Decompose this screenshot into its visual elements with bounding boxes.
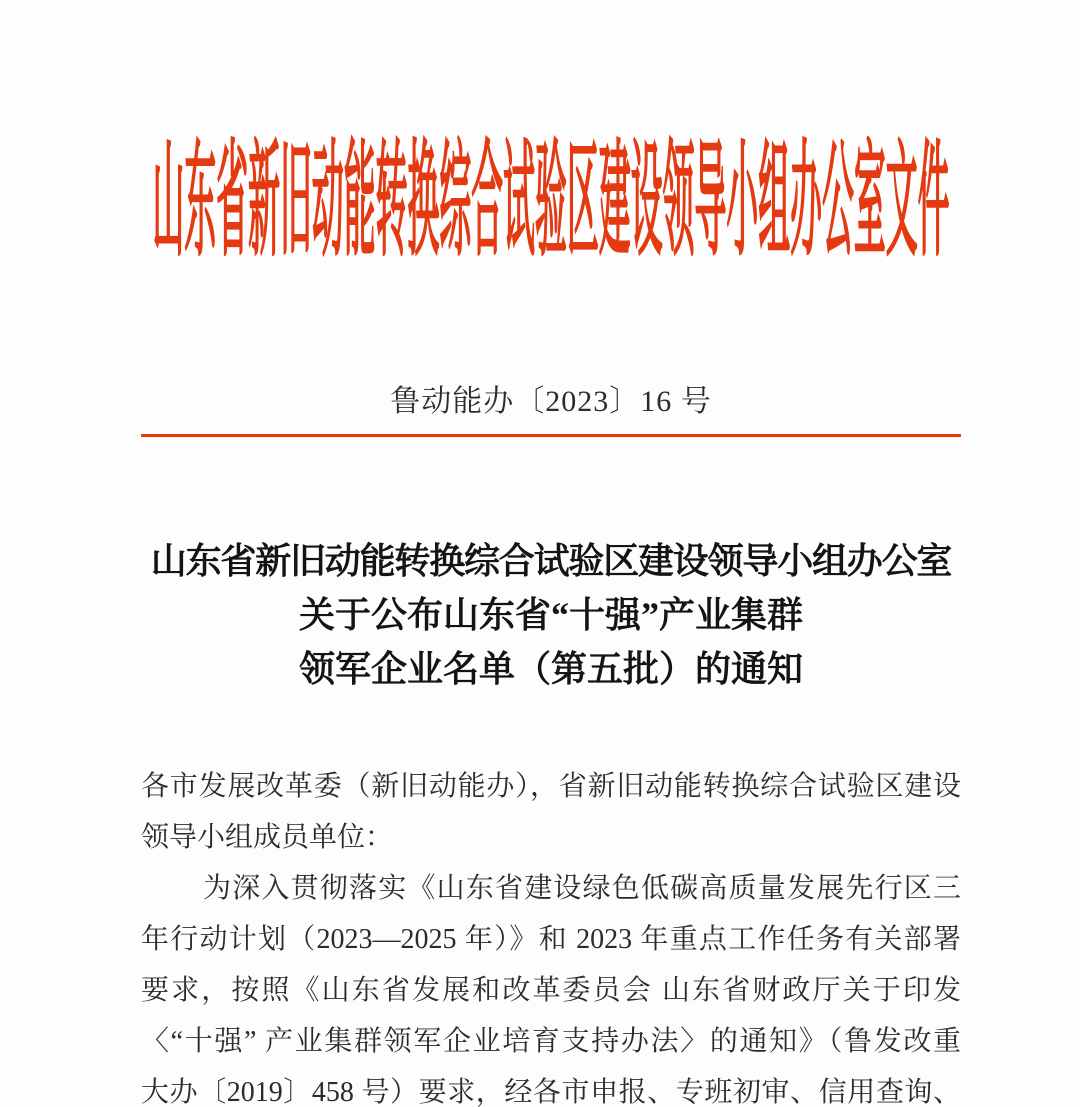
red-divider-rule xyxy=(141,434,961,437)
paragraph-line-4: 〈“十强” 产业集群领军企业培育支持办法〉的通知》（鲁发改重 xyxy=(141,1026,961,1057)
document-title-line-2: 关于公布山东省“十强”产业集群 xyxy=(298,595,803,635)
document-content-column xyxy=(141,133,961,1107)
document-title-line-3: 领军企业名单（第五批）的通知 xyxy=(298,649,803,689)
paragraph-line-2: 年行动计划（2023—2025 年）》和 2023 年重点工作任务有关部署 xyxy=(141,924,961,955)
paragraph-line-3: 要求，按照《山东省发展和改革委员会 山东省财政厅关于印发 xyxy=(141,975,961,1006)
salutation-line-1: 各市发展改革委（新旧动能办），省新旧动能转换综合试验区建设 xyxy=(141,771,961,802)
paragraph-line-1: 为深入贯彻落实《山东省建设绿色低碳高质量发展先行区三 xyxy=(203,873,961,904)
red-masthead xyxy=(141,133,961,272)
red-masthead-title: 山东省新旧动能转换综合试验区建设领导小组办公室文件 xyxy=(152,133,950,272)
document-title-line-1: 山东省新旧动能转换综合试验区建设领导小组办公室 xyxy=(150,541,952,581)
document-number: 鲁动能办〔2023〕16 号 xyxy=(390,385,712,418)
document-body xyxy=(141,761,961,1107)
document-title xyxy=(141,534,961,696)
salutation-line-2: 领导小组成员单位： xyxy=(141,822,394,853)
paragraph-line-5: 大办〔2019〕458 号）要求，经各市申报、专班初审、信用查询、 xyxy=(141,1077,961,1107)
